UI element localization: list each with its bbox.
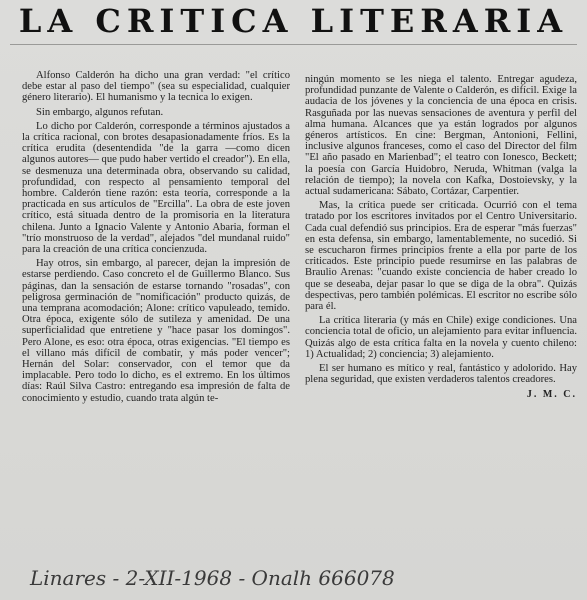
right-column [305, 74, 577, 401]
article-headline: LA CRITICA LITERARIA [18, 2, 569, 40]
paragraph: Mas, la crítica puede ser criticada. Ocurrió con el tema tratado por los escritores invitados por el Centro Universitario. Cada cual defendió sus principios. Era de esperar "más fuerzas" en esta defensa, sin embargo, lamentablemente, no sucedió. Si se escucharon firmes principios frente a ella por parte de los criticados. Este principio puede resumirse en las palabras de Braulio Arenas: "cuando existe conciencia de haber creado lo que se deseaba, dejar pasar lo que se diga de la obra". Quizás despectivas, pero también polémicas. El escritor no escribe sólo para él. [305, 200, 577, 313]
paragraph: Sin embargo, algunos refutan. [36, 106, 164, 118]
paragraph: Hay otros, sin embargo, al parecer, dejan la impresión de estarse perdiendo. Caso concreto el de Guillermo Blanco. Sus páginas, dan la sensación de estarse tornando "rosadas", con peligrosa germinación de "nomificación" producto quizás, de una temprana acomodación; Alone: crítico vapuleado, temido. Otra época, exigente sólo de sutileza y amenidad. De una superficialidad que entretiene y "hace pasar los domingos". Pero Alone, es eso: otra época, otras exigencias. "El tiempo es el villano más difícil de combatir, y más poder vencer"; Hernán del Solar: conservador, con el temor que da implacable. Pero todo lo dicho, es el extremo. En los últimos días: Raúl Silva Castro: entregando esa impresión de falta de conocimiento y estudio, cuando trata algún te- [22, 258, 290, 404]
headline-divider [10, 44, 577, 45]
paragraph: El ser humano es mítico y real, fantástico y adolorido. Hay plena seguridad, que existen verdaderos talentos creadores. [305, 363, 577, 386]
paragraph: Alfonso Calderón ha dicho una gran verdad: "el crítico debe estar al paso del tiempo" (sea su especialidad, cualquier género literario). El humanismo y la tecnica lo exigen. [22, 70, 290, 104]
paragraph: ningún momento se les niega el talento. Entregar agudeza, profundidad punzante de Valente o Calderón, es difícil. Exige la audacia de los jóvenes y la conciencia de una época en crisis. Rasguñada por las nuevas sensaciones de aventura y perfil del alma humana. Alcances que ya están logrados por algunos géneros artísticos. En cine: Bergman, Antonioni, Fellini, inclusive algunos franceses, como el caso del Director del film "El año pasado en Marienbad"; el teatro con Ionesco, Beckett; la poesía con García Huidobro, Neruda, Whitman (valga la relación de tiempo); la novela con Kafka, Dostoievsky, y la actual sudamericana: Sábato, Cortázar, Carpentier. [305, 74, 577, 198]
author-signature: J. M. C. [526, 389, 577, 401]
paragraph: La crítica literaria (y más en Chile) exige condiciones. Una conciencia total de oficio, un alejamiento para evitar influencia. Quizás algo de esta crítica falta en la novela y cuento chileno: 1) Actualidad; 2) conciencia; 3) alejamiento. [305, 315, 577, 360]
paragraph: Lo dicho por Calderón, corresponde a términos ajustados a la crítica racional, con brotes desapasionadamente fríos. Es la crítica erudita (desentendida "de la garra —como dicen algunos autores— que pudo haber vertido el creador"). En ella, se desmenuza una determinada obra, observando su calidad, profundidad, con respecto al pensamiento temporal del hombre. Calderón tiene razón: esta teoría, corresponde a la practicada en sus artículos de "Ercilla". La obra de este joven crítico, está situada dentro de la promisoria en la literatura chilena. Junto a Ignacio Valente y Antonio Abaria, forman el "trío monstruoso de la verdad", alejados "del mundanal ruido" para la creación de una crítica concienzuda. [22, 120, 290, 256]
handwritten-note: Linares - 2-XII-1968 - Onalh 666078 [30, 566, 395, 590]
left-column [22, 70, 290, 404]
